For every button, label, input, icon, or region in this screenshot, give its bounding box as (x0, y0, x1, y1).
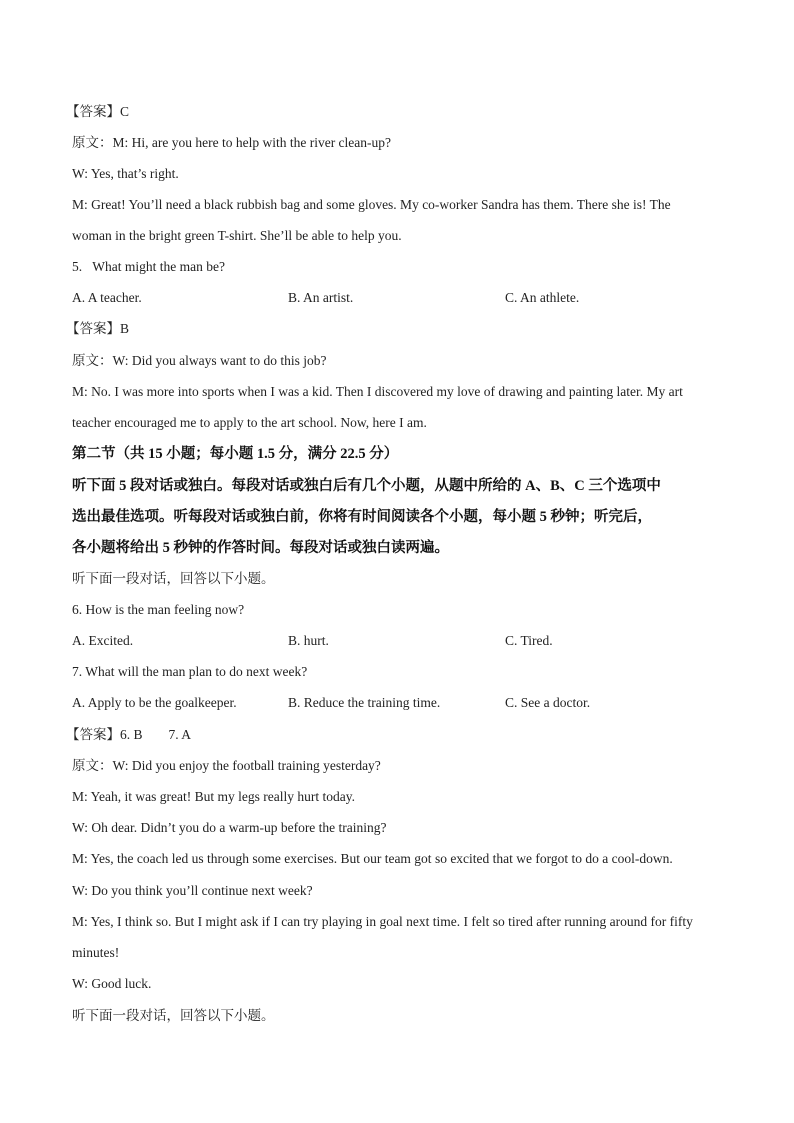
question-7-option-b: B. Reduce the training time. (288, 695, 441, 710)
question-5-stem: 5. What might the man be? (72, 259, 225, 274)
transcript-line (72, 134, 391, 152)
section-instructions: 各小题将给出 5 秒钟的作答时间。每段对话或独白读两遍。 (72, 540, 449, 556)
transcript-line: woman in the bright green T-shirt. She’ll be able to help you. (72, 228, 402, 243)
transcript-text: W: Did you always want to do this job? (112, 353, 327, 368)
listen-prompt: 听下面一段对话，回答以下小题。 (72, 1008, 275, 1023)
answer-line (66, 320, 129, 338)
transcript-line: W: Do you think you’ll continue next week? (72, 883, 313, 898)
source-label: 原文： (72, 135, 113, 150)
listen-prompt: 听下面一段对话，回答以下小题。 (72, 571, 275, 586)
question-5-option-c: C. An athlete. (505, 290, 580, 305)
question-6-option-b: B. hurt. (288, 633, 329, 648)
source-label: 原文： (72, 758, 113, 773)
question-7-option-c: C. See a doctor. (505, 695, 591, 710)
transcript-text: W: Did you enjoy the football training yesterday? (112, 758, 381, 773)
answer-label: 【答案】 (66, 727, 120, 742)
transcript-line (72, 757, 381, 775)
answer-label: 【答案】 (66, 104, 120, 119)
answer-value: 6. B (120, 727, 143, 742)
answer-line (66, 103, 129, 121)
transcript-line: M: Yes, the coach led us through some exercises. But our team got so excited that we forgot to do a cool-down. (72, 851, 673, 866)
transcript-line: minutes! (72, 945, 120, 960)
section-instructions: 选出最佳选项。听每段对话或独白前，你将有时间阅读各个小题，每小题 5 秒钟；听完后， (72, 509, 652, 525)
question-6-option-a: A. Excited. (72, 633, 134, 648)
transcript-line: W: Good luck. (72, 976, 152, 991)
transcript-line: M: Great! You’ll need a black rubbish bag and some gloves. My co-worker Sandra has them. There she is! The (72, 197, 671, 212)
transcript-line: W: Oh dear. Didn’t you do a warm-up before the training? (72, 820, 387, 835)
answer-value: 7. A (168, 727, 192, 742)
question-6-stem: 6. How is the man feeling now? (72, 602, 245, 617)
section-instructions: 听下面 5 段对话或独白。每段对话或独白后有几个小题，从题中所给的 A、B、C 三个选项中 (72, 478, 661, 494)
question-7-option-a: A. Apply to be the goalkeeper. (72, 695, 237, 710)
answer-value: B (120, 321, 130, 336)
question-5-option-b: B. An artist. (288, 290, 354, 305)
transcript-text: M: Hi, are you here to help with the river clean-up? (112, 135, 392, 150)
question-7-stem: 7. What will the man plan to do next week? (72, 664, 308, 679)
source-label: 原文： (72, 353, 113, 368)
answer-label: 【答案】 (66, 321, 120, 336)
transcript-line (72, 352, 326, 370)
answer-line (66, 726, 191, 744)
answer-value: C (120, 104, 130, 119)
transcript-line: M: Yeah, it was great! But my legs really hurt today. (72, 789, 355, 804)
transcript-line: M: No. I was more into sports when I was a kid. Then I discovered my love of drawing and painting later. My art (72, 384, 683, 399)
transcript-line: M: Yes, I think so. But I might ask if I can try playing in goal next time. I felt so tired after running around for fifty (72, 914, 693, 929)
question-6-option-c: C. Tired. (505, 633, 553, 648)
section-heading: 第二节（共 15 小题；每小题 1.5 分，满分 22.5 分） (72, 446, 399, 462)
transcript-line: teacher encouraged me to apply to the art school. Now, here I am. (72, 415, 427, 430)
question-5-option-a: A. A teacher. (72, 290, 142, 305)
transcript-line: W: Yes, that’s right. (72, 166, 179, 181)
